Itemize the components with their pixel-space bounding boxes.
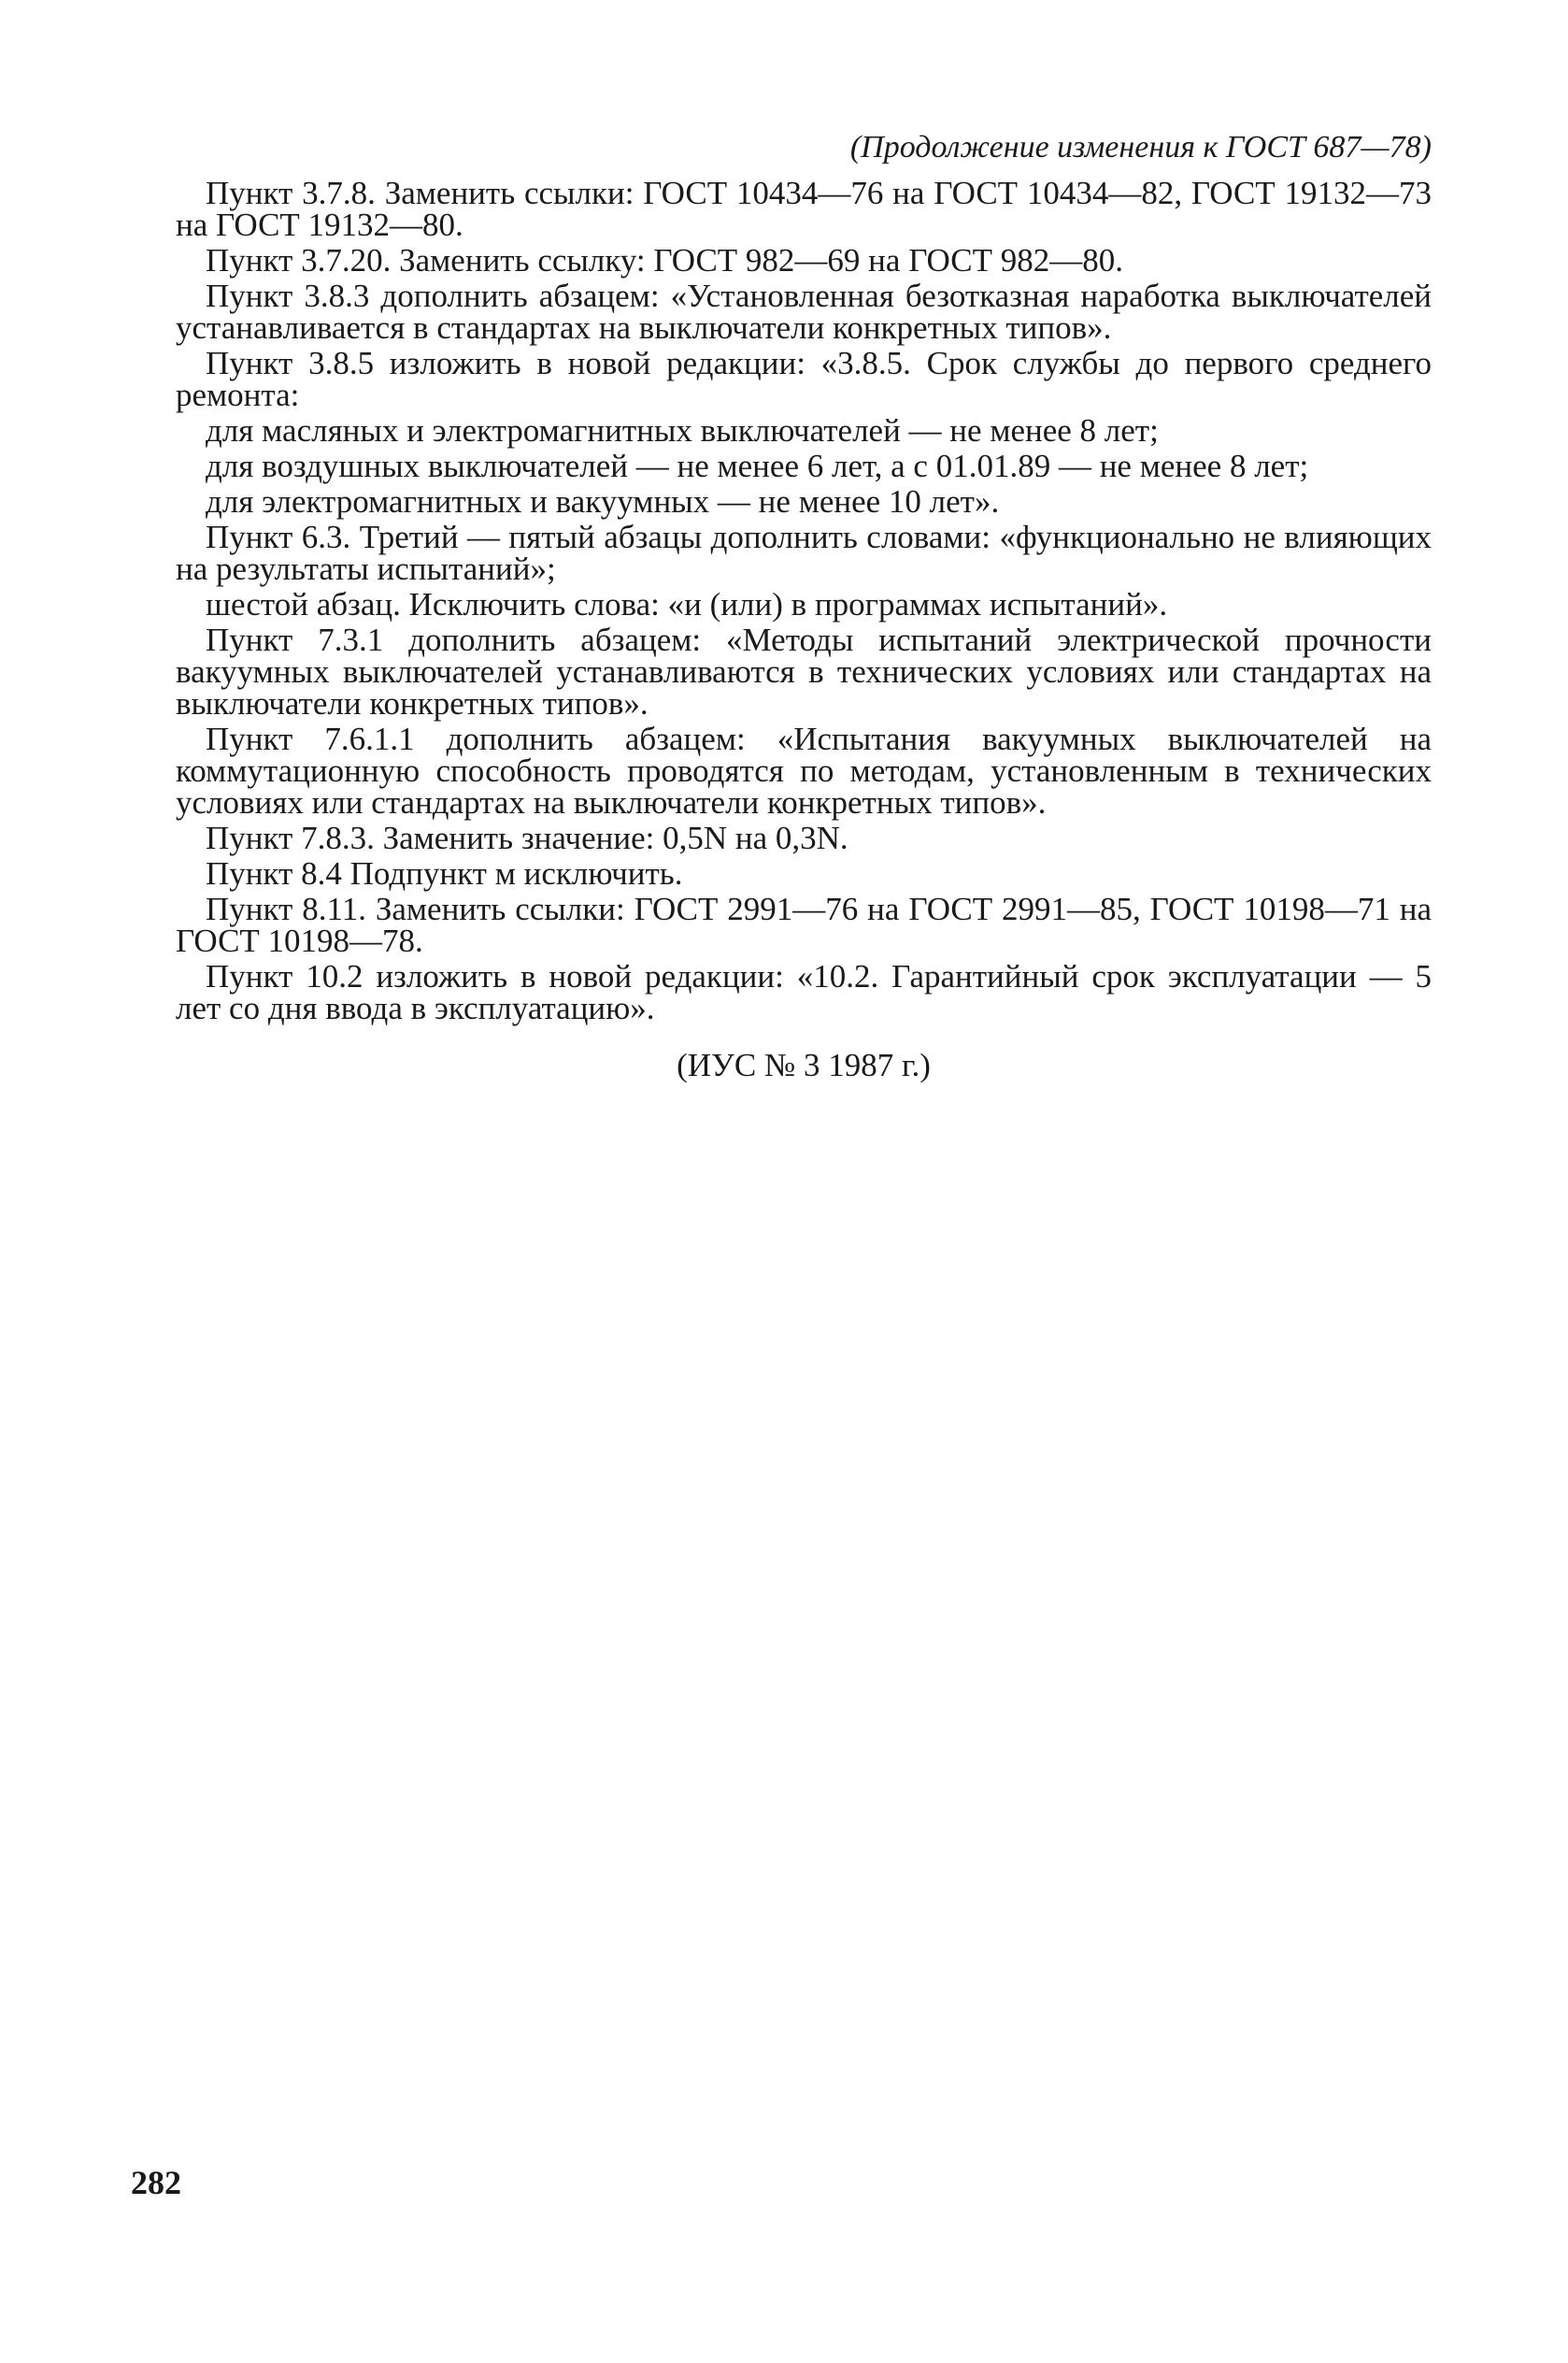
paragraph-sixth-abzac: шестой абзац. Исключить слова: «и (или) в программах испытаний». bbox=[206, 586, 1168, 623]
paragraph-6-3: Пункт 6.3. Третий — пятый абзацы дополнить словами: «функционально не влияющих на результаты испытаний»; bbox=[176, 519, 1432, 587]
continuation-header: (Продолжение изменения к ГОСТ 687—78) bbox=[849, 130, 1432, 165]
paragraph-oil-breakers: для масляных и электромагнитных выключателей — не менее 8 лет; bbox=[206, 412, 1159, 449]
paragraph-7-6-1-1: Пункт 7.6.1.1 дополнить абзацем: «Испытания вакуумных выключателей на коммутационную способность проводятся по методам, установленным в технических условиях или стандартах на выключатели конкретных типов». bbox=[176, 721, 1432, 821]
paragraph-3-7-20: Пункт 3.7.20. Заменить ссылку: ГОСТ 982—69 на ГОСТ 982—80. bbox=[206, 242, 1123, 279]
paragraph-3-7-8: Пункт 3.7.8. Заменить ссылки: ГОСТ 10434—76 на ГОСТ 10434—82, ГОСТ 19132—73 на ГОСТ 19132—80. bbox=[176, 175, 1432, 243]
paragraph-vacuum-breakers: для электромагнитных и вакуумных — не менее 10 лет». bbox=[206, 483, 1000, 520]
paragraph-7-8-3: Пункт 7.8.3. Заменить значение: 0,5N на 0,3N. bbox=[206, 820, 848, 856]
paragraph-10-2: Пункт 10.2 изложить в новой редакции: «10.2. Гарантийный срок эксплуатации — 5 лет со дня ввода в эксплуатацию». bbox=[176, 958, 1432, 1026]
document-body bbox=[176, 175, 1432, 1084]
paragraph-8-4: Пункт 8.4 Подпункт м исключить. bbox=[206, 855, 683, 892]
paragraph-7-3-1: Пункт 7.3.1 дополнить абзацем: «Методы испытаний электрической прочности вакуумных выключателей устанавливаются в технических условиях или стандартах на выключатели конкретных типов». bbox=[176, 622, 1432, 722]
paragraph-air-breakers: для воздушных выключателей — не менее 6 лет, а с 01.01.89 — не менее 8 лет; bbox=[206, 448, 1309, 484]
paragraph-3-8-5: Пункт 3.8.5 изложить в новой редакции: «3.8.5. Срок службы до первого среднего ремонта: bbox=[176, 345, 1432, 413]
ius-reference: (ИУС № 3 1987 г.) bbox=[677, 1047, 931, 1083]
page-number: 282 bbox=[131, 2164, 181, 2201]
paragraph-3-8-3: Пункт 3.8.3 дополнить абзацем: «Установленная безотказная наработка выключателей устанавливается в стандартах на выключатели конкретных типов». bbox=[176, 278, 1432, 346]
paragraph-8-11: Пункт 8.11. Заменить ссылки: ГОСТ 2991—76 на ГОСТ 2991—85, ГОСТ 10198—71 на ГОСТ 10198—78. bbox=[176, 891, 1432, 959]
